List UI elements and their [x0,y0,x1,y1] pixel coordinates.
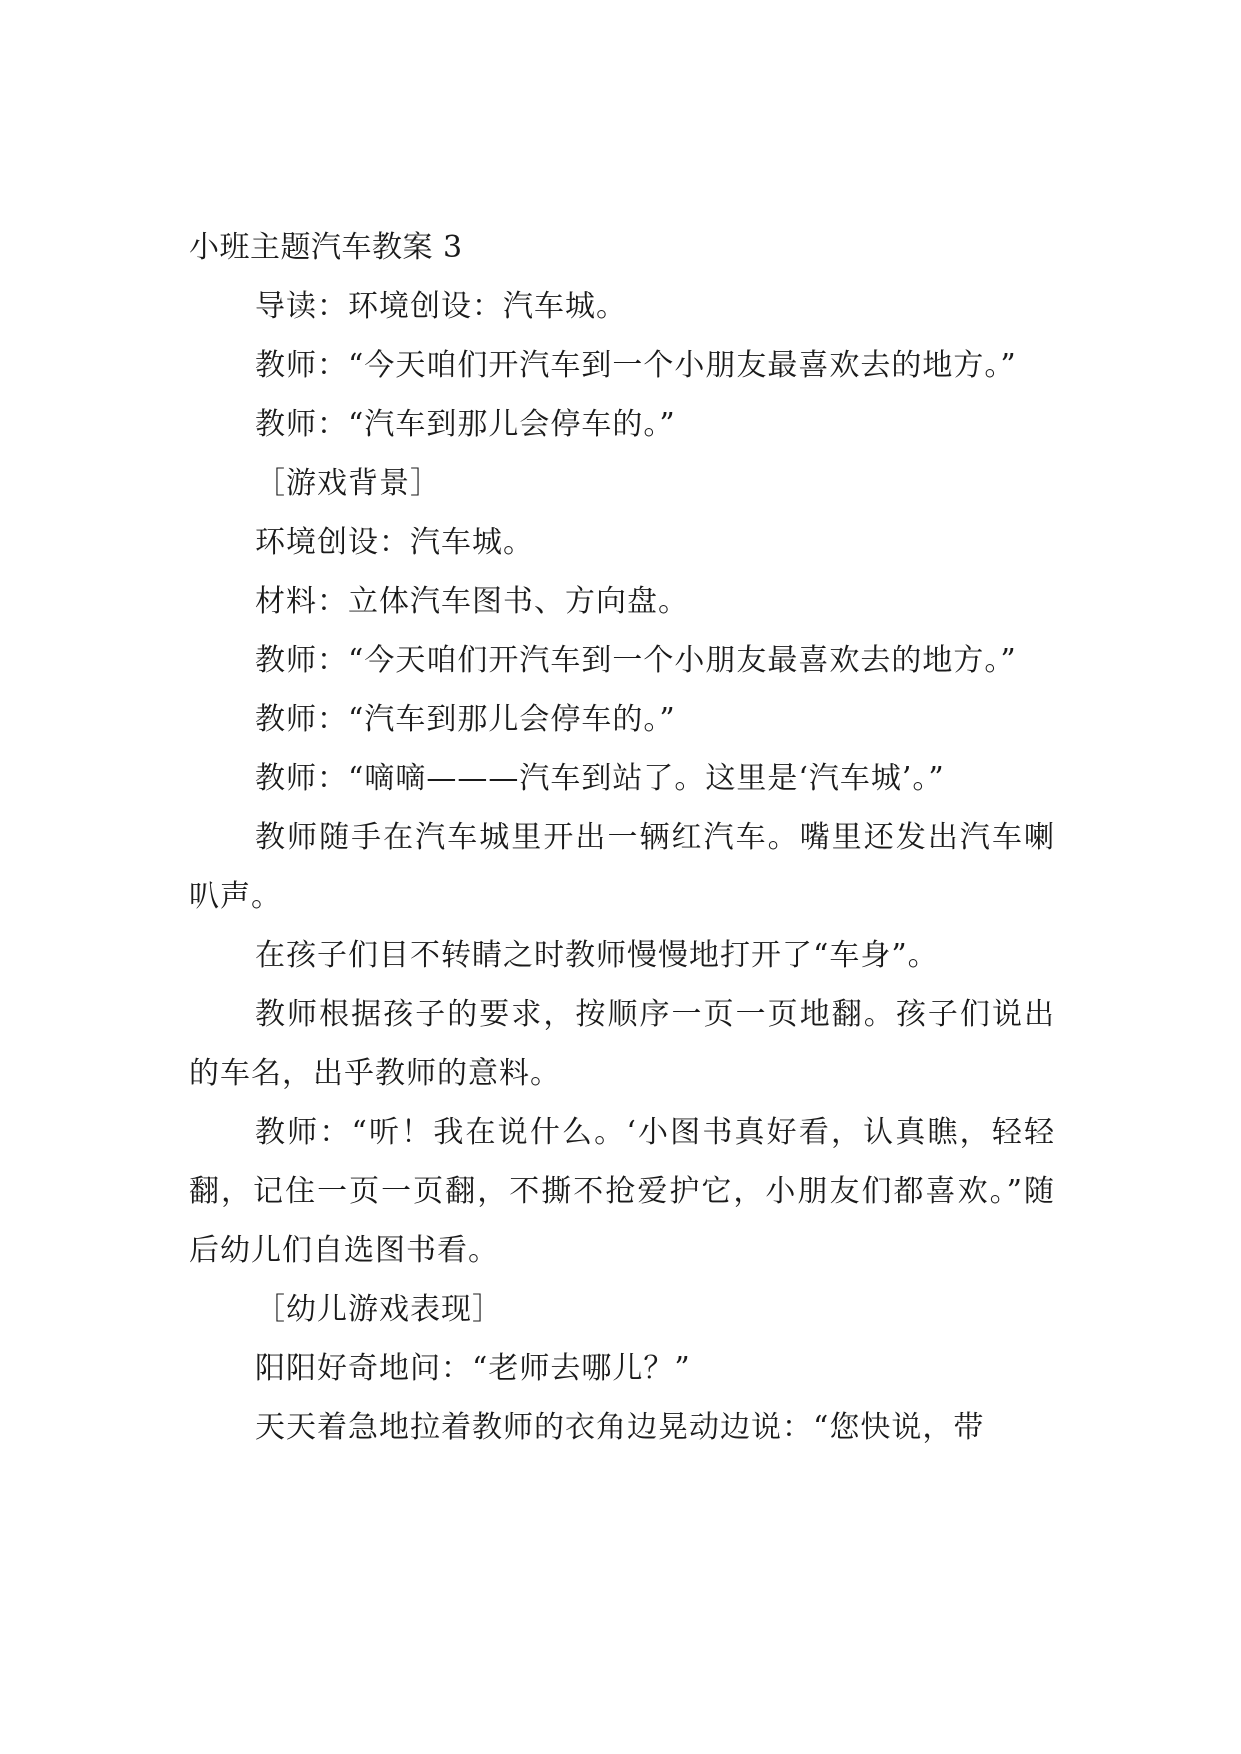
section-heading: ［幼儿游戏表现］ [255,1292,503,1327]
paragraph: 教师：“汽车到那儿会停车的。” [255,407,676,442]
paragraph: 教师根据孩子的要求，按顺序一页一页地翻。孩子们说出的车名，出乎教师的意料。 [189,997,1055,1091]
paragraph: 导读：环境创设：汽车城。 [255,289,627,324]
paragraph: 在孩子们目不转睛之时教师慢慢地打开了“车身”。 [255,938,939,973]
paragraph: 天天着急地拉着教师的衣角边晃动边说：“您快说，带 [255,1410,985,1445]
paragraph: 教师：“今天咱们开汽车到一个小朋友最喜欢去的地方。” [255,348,1017,383]
paragraph: 教师：“嘀嘀———汽车到站了。这里是‘汽车城’。” [255,761,945,796]
paragraph: 教师随手在汽车城里开出一辆红汽车。嘴里还发出汽车喇叭声。 [189,820,1055,914]
paragraph: 环境创设：汽车城。 [255,525,534,560]
section-heading: ［游戏背景］ [255,466,441,501]
paragraph: 材料：立体汽车图书、方向盘。 [255,584,689,619]
paragraph: 教师：“听！我在说什么。‘小图书真好看，认真瞧，轻轻翻，记住一页一页翻，不撕不抢爱护它，小朋友们都喜欢。”随后幼儿们自选图书看。 [189,1115,1055,1268]
document-body [189,218,1055,1457]
document-title: 小班主题汽车教案 3 [189,230,463,265]
paragraph: 阳阳好奇地问：“老师去哪儿？” [255,1351,691,1386]
paragraph: 教师：“今天咱们开汽车到一个小朋友最喜欢去的地方。” [255,643,1017,678]
paragraph: 教师：“汽车到那儿会停车的。” [255,702,676,737]
